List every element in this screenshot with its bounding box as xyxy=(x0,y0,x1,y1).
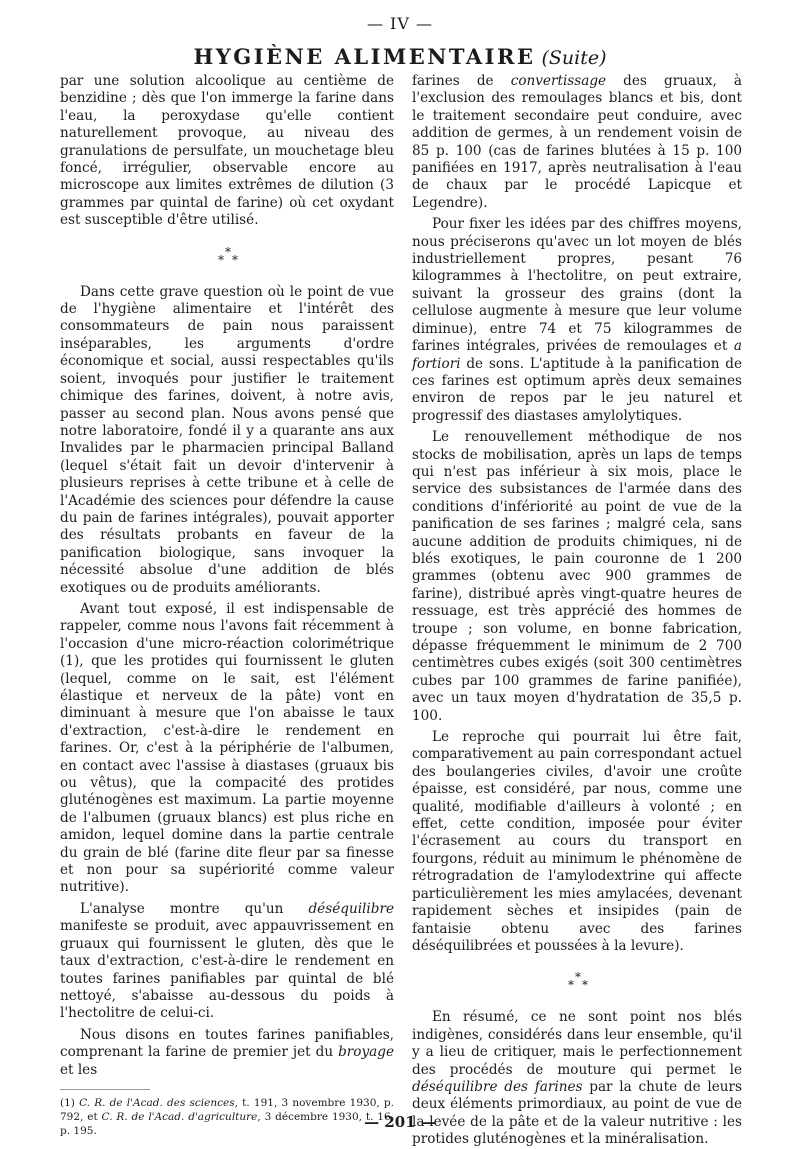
title-suffix: (Suite) xyxy=(541,47,607,69)
paragraph: Le reproche qui pourrait lui être fait, comparativement au pain correspondant actuel des boulangeries civiles, d'avoir une croûte épaisse, est considéré, par nous, comme une qualité, modifiable d'ailleurs à volonté ; en effet, cette condition, imposée pour éviter l'écrasement au cours du transport en fourgons, réduit au minimum le phénomène de rétrogradation de l'amylodextrine qui affecte particulièrement les mies amylacées, devenant rapidement sèches et insipides (pain de fantaisie obtenu avec des farines déséquilibrées et poussées à la levure). xyxy=(412,729,742,954)
paragraph: Dans cette grave question où le point de vue de l'hygiène alimentaire et l'intérêt des consommateurs de pain nous paraissent inséparables, les arguments d'ordre économique et social, aussi respectables qu'ils soient, invoqués pour justifier le traitement chimique des farines, doivent, à notre avis, passer au second plan. Nous avons pensé que notre laboratoire, fondé il y a quarante ans aux Invalides par le pharmacien principal Balland (lequel s'était fait un devoir d'intervenir à plusieurs reprises à cette tribune et à celle de l'Académie des sciences pour défendre la cause du pain de farines intégrales), pouvait apporter des résultats probants en faveur de la panification biologique, sans invoquer la nécessité absolue d'une addition de blés exotiques ou de produits améliorants. xyxy=(60,283,394,596)
page-number: — 201 — xyxy=(364,1113,436,1131)
asterism-separator xyxy=(412,969,742,993)
asterisk: * xyxy=(568,978,574,993)
page-number-roman: — IV — xyxy=(366,14,434,33)
title-main: HYGIÈNE ALIMENTAIRE xyxy=(193,44,536,69)
paragraph: farines de convertissage des gruaux, à l'exclusion des remoulages blancs et bis, dont le traitement secondaire peut conduire, avec addition de germes, à un rendement voisin de 85 p. 100 (cas de farines blutées à 15 p. 100 panifiées en 1917, après neutralisation à l'eau de chaux par le procédé Lapicque et Legendre). xyxy=(412,73,743,211)
asterisk: * xyxy=(582,978,588,993)
asterisk: * xyxy=(225,244,231,259)
right-column xyxy=(412,73,742,1149)
paragraph: En résumé, ce ne sont point nos blés indigènes, considérés dans leur ensemble, qu'il y a lieu de critiquer, mais le perfectionnement des procédés de mouture qui permet le déséquilibre des farines par la chute de leurs deux éléments primordiaux, au point de vue de la levée de la pâte et de la valeur nutritive : les protides gluténogènes et la minéralisation. xyxy=(412,1009,742,1148)
asterisk: * xyxy=(232,252,238,267)
asterisk: * xyxy=(575,970,581,985)
paragraph: par une solution alcoolique au centième de benzidine ; dès que l'on immerge la farine dans l'eau, la peroxydase qu'elle contient naturellement provoque, au niveau des granulations de persulfate, un mouchetage bleu foncé, irrégulier, observable encore au microscope aux limites extrêmes de dilution (3 grammes par quintal de farine) où cet oxydant est susceptible d'être utilisé. xyxy=(60,73,394,229)
page-title xyxy=(0,44,800,71)
asterism-separator xyxy=(60,244,394,268)
paragraph: L'analyse montre qu'un déséquilibre manifeste se produit, avec appauvrissement en gruaux qui fournissent le gluten, dès que le taux d'extraction, c'est-à-dire le rendement en toutes farines panifiables par quintal de blé nettoyé, s'abaisse au-dessous du poids à l'hectolitre de celui-ci. xyxy=(60,900,394,1022)
paragraph: Avant tout exposé, il est indispensable de rappeler, comme nous l'avons fait récemment à l'occasion d'une micro-réaction colorimétrique (1), que les protides qui fournissent le gluten (lequel, comme on le sait, est l'élément élastique et nerveux de la pâte) vont en diminuant à mesure que l'on abaisse le taux d'extraction, c'est-à-dire le rendement en farines. Or, c'est à la périphérie de l'albumen, en contact avec l'assise à diastases (gruaux bis ou vêtus), que la compacité des protides gluténogènes est maximum. La partie moyenne de l'albumen (gruaux blancs) est plus riche en amidon, lequel domine dans la partie centrale du grain de blé (farine dite fleur par sa finesse et non pour sa supériorité comme valeur nutritive). xyxy=(60,600,394,896)
footnote: (1) C. R. de l'Acad. des sciences, t. 191, 3 novembre 1930, p. 792, et C. R. de l'Acad. d'agriculture, 3 décembre 1930, t. 16, p. 195. xyxy=(60,1096,394,1137)
paragraph: Nous disons en toutes farines panifiables, comprenant la farine de premier jet du broyage et les xyxy=(60,1026,394,1078)
paragraph: Le renouvellement méthodique de nos stocks de mobilisation, après un laps de temps qui n'est pas inférieur à six mois, place le service des subsistances de l'armée dans des conditions d'infériorité au point de vue de la panification de ses farines ; malgré cela, sans aucune addition de produits chimiques, ni de blés exotiques, le pain couronne de 1 200 grammes (obtenu avec 900 grammes de farine), distribué après vingt-quatre heures de ressuage, est très apprécié des hommes de troupe ; son volume, en bonne fabrication, dépasse fréquemment le minimum de 2 700 centimètres cubes exigés (soit 300 centimètres cubes par 100 grammes de farine panifiée), avec un taux moyen d'hydratation de 35,5 p. 100. xyxy=(412,429,742,724)
asterisk: * xyxy=(218,252,224,267)
paragraph: Pour fixer les idées par des chiffres moyens, nous préciserons qu'avec un lot moyen de blés industriellement propres, pesant 76 kilogrammes à l'hectolitre, on peut extraire, suivant la grosseur des grains (dont la cellulose augmente à mesure que leur volume diminue), entre 74 et 75 kilogrammes de farines intégrales, privées de remoulages et a fortiori de sons. L'aptitude à la panification de ces farines est optimum après deux semaines environ de repos par le jeu naturel et progressif des diastases amylolytiques. xyxy=(412,216,742,424)
footnote-divider xyxy=(60,1089,150,1090)
left-column xyxy=(60,73,394,1138)
